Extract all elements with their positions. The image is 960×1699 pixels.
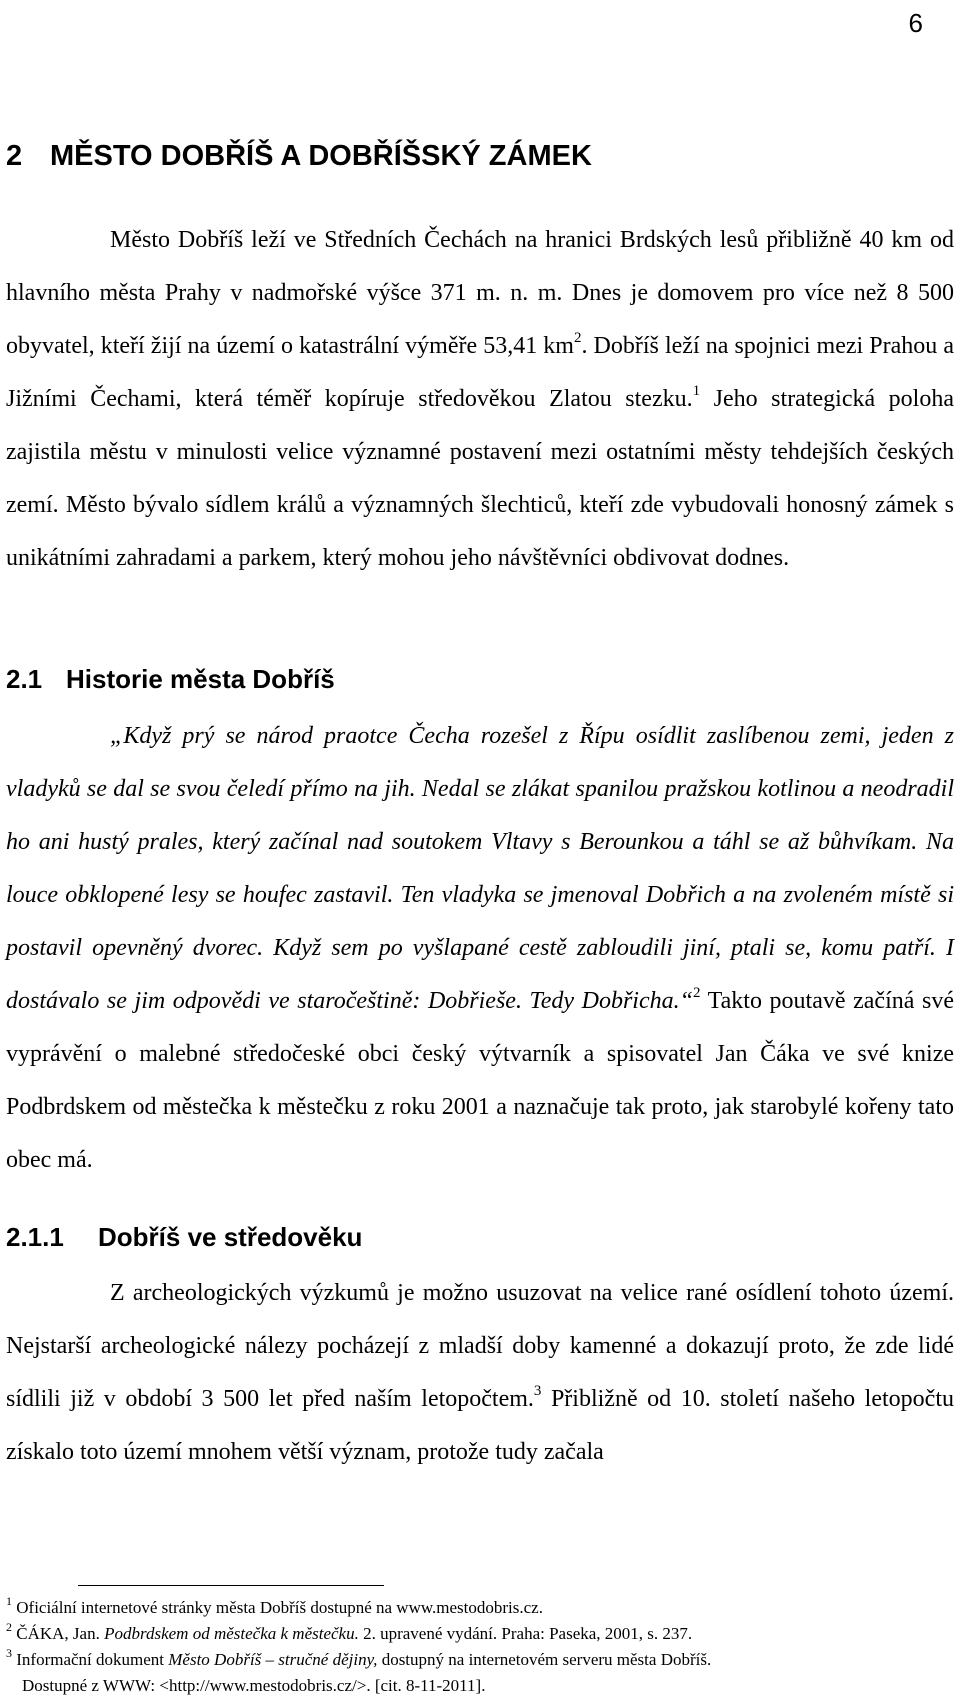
footnote-3-line-2 — [6, 1673, 954, 1699]
footnote-text: Oficiální internetové stránky města Dobříš dostupné na www.mestodobris.cz. — [16, 1598, 543, 1617]
section-title: Historie města Dobříš — [66, 664, 335, 694]
footnote-doc-title: Město Dobříš – stručné dějiny, — [168, 1650, 378, 1669]
medieval-text-b: Přibližně od 10. století našeho letopočtu získalo toto území mnohem větší význam, protože tudy začala — [6, 1386, 954, 1465]
footnote-text: dostupný na internetovém serveru města Dobříš. — [377, 1650, 712, 1669]
medieval-text-a: Z archeologických výzkumů je možno usuzovat na velice rané osídlení tohoto území. Nejstarší archeologické nálezy pocházejí z mladší doby kamenné a dokazují proto, že zde lidé sídlili již v období 3 500 let před naším letopočtem. — [6, 1280, 954, 1412]
chapter-number: 2 — [6, 140, 23, 172]
intro-text-a: Město Dobříš leží ve Středních Čechách na hranici Brdských lesů přibližně 40 km od hlavního města Prahy v nadmořské výšce 371 m. n. m. Dnes je domovem pro více než 8 500 obyvatel, kteří žijí na území o katastrální výměře 53,41 km — [6, 227, 954, 359]
history-text: Takto poutavě začíná své vyprávění o malebné středočeské obci český výtvarník a spisovatel Jan Čáka ve své knize Podbrdskem od městečka k městečku z roku 2001 a naznačuje tak proto, jak starobylé kořeny tato obec má. — [6, 988, 954, 1173]
footnote-book-title: Podbrdskem od městečka k městečku. — [104, 1624, 359, 1643]
section-heading-2-1-1 — [6, 1222, 362, 1253]
intro-text-b: . Dobříš leží na spojnici mezi Prahou a Jižními Čechami, která téměř kopíruje středověkou Zlatou stezku. — [6, 333, 954, 412]
footnote-1 — [6, 1595, 954, 1621]
history-quote: „Když prý se národ praotce Čecha rozešel z Řípu osídlit zaslíbenou zemi, jeden z vladyků se dal se svou čeledí přímo na jih. Nedal se zlákat spanilou pražskou kotlinou a neodradil ho ani hustý prales, který začínal nad soutokem Vltavy s Berounkou a táhl se až bůhvíkam. Na louce obklopené lesy se houfec zastavil. Ten vladyka se jmenoval Dobřich a na zvoleném místě si postavil opevněný dvorec. Když sem po vyšlapané cestě zabloudili jiní, ptali se, komu patří. I dostávalo se jim odpovědi ve staročeštině: Dobřieše. Tedy Dobřicha.“ — [6, 723, 954, 1014]
page-number: 6 — [908, 8, 923, 38]
chapter-heading — [6, 140, 592, 173]
footnote-3 — [6, 1647, 954, 1673]
section-number: 2.1 — [6, 664, 43, 694]
subsection-number: 2.1.1 — [6, 1222, 64, 1252]
km-squared-superscript: 2 — [573, 330, 582, 346]
footnote-url[interactable]: Dostupné z WWW: <http://www.mestodobris.cz/>. [cit. 8-11-2011]. — [22, 1676, 486, 1695]
footnote-number: 2 — [6, 1620, 12, 1634]
intro-paragraph — [6, 214, 954, 585]
section-heading-2-1 — [6, 664, 335, 695]
chapter-title: MĚSTO DOBŘÍŠ A DOBŘÍŠSKÝ ZÁMEK — [50, 140, 592, 172]
footnote-number: 3 — [6, 1646, 12, 1660]
footnotes — [6, 1595, 954, 1699]
footnote-separator — [78, 1585, 384, 1586]
footnote-number: 1 — [6, 1594, 12, 1608]
footnote-text: Informační dokument — [16, 1650, 169, 1669]
footnote-2 — [6, 1621, 954, 1647]
footnote-text: ČÁKA, Jan. — [16, 1624, 105, 1643]
footnote-text: 2. upravené vydání. Praha: Paseka, 2001, s. 237. — [358, 1624, 693, 1643]
history-paragraph — [6, 710, 954, 1187]
footnote-ref-1[interactable]: 1 — [692, 383, 701, 399]
medieval-paragraph — [6, 1267, 954, 1479]
footnote-ref-2[interactable]: 2 — [692, 985, 701, 1001]
footnote-ref-3[interactable]: 3 — [533, 1383, 542, 1399]
subsection-title: Dobříš ve středověku — [98, 1222, 363, 1252]
intro-text-c: Jeho strategická poloha zajistila městu v minulosti velice významné postavení mezi ostatními městy tehdejších českých zemí. Město bývalo sídlem králů a významných šlechticů, kteří zde vybudovali honosný zámek s unikátními zahradami a parkem, který mohou jeho návštěvníci obdivovat dodnes. — [6, 386, 954, 571]
